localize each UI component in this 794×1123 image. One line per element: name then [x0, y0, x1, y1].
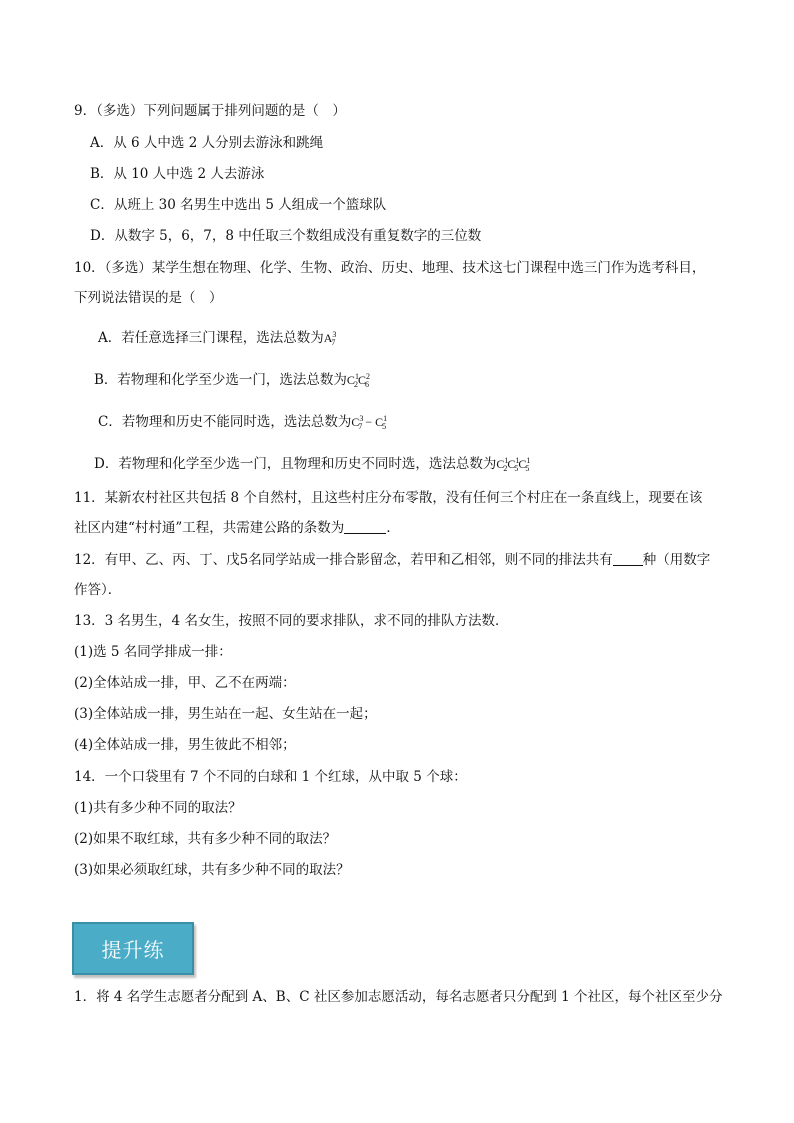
q12-line2: 作答）．: [74, 582, 122, 598]
q10-option-c: [98, 409, 386, 437]
q12-line1-text: 12．有甲、乙、丙、丁、戊5名同学站成一排合影留念，若甲和乙相邻，则不同的排法共有: [74, 552, 613, 568]
section-title: 提升练: [101, 938, 165, 962]
q10-option-b: [94, 367, 369, 395]
q13-part-2: (2)全体站成一排，甲、乙不在两端：: [74, 675, 296, 691]
q12-answer-blank[interactable]: [613, 551, 643, 566]
q13-part-4: (4)全体站成一排，男生彼此不相邻；: [74, 737, 296, 753]
q11-answer-blank[interactable]: [344, 519, 386, 534]
q14-part-1: (1)共有多少种不同的取法？: [74, 800, 242, 816]
q10-option-a-text: A．若任意选择三门课程，选法总数为: [98, 330, 324, 346]
q11-line2: [74, 518, 400, 538]
q9-option-d: D．从数字 5，6，7，8 中任取三个数组成没有重复数字的三位数: [90, 228, 482, 244]
section-header-tishenglian: [72, 922, 194, 975]
p1-line1: 1．将 4 名学生志愿者分配到 A、B、C 社区参加志愿活动，每名志愿者只分配到 1 个社区，每个社区至少分: [74, 989, 723, 1005]
q9-option-a: A．从 6 人中选 2 人分别去游泳和跳绳: [90, 135, 324, 151]
q10-option-d-text: D．若物理和化学至少选一门，且物理和历史不同时选，选法总数为: [94, 456, 497, 472]
q10-option-b-formula: $C^1_2C^2_6$: [346, 372, 370, 390]
q12-line1-end: 种（用数字: [642, 552, 711, 568]
q12-line1: [74, 550, 710, 570]
q10-option-b-text: B．若物理和化学至少选一门，选法总数为: [94, 372, 347, 388]
q11-line1: 11．某新农村社区共包括 8 个自然村，且这些村庄分布零散，没有任何三个村庄在一条直线上，现要在该: [74, 490, 703, 506]
q11-line2-text: 社区内建“村村通”工程，共需建公路的条数为: [74, 520, 345, 536]
q10-option-a-formula: $A^3_7$: [323, 330, 337, 348]
q9-option-b: B．从 10 人中选 2 人去游泳: [90, 166, 265, 182]
q10-option-c-formula: $C^3_7 - C^1_5$: [351, 414, 388, 432]
q13-part-3: (3)全体站成一排，男生站在一起、女生站在一起；: [74, 706, 377, 722]
q11-line2-end: ．: [386, 520, 400, 536]
q10-option-d-formula: $C^1_2C^1_5C^1_5$: [496, 456, 531, 474]
q9-option-c: C．从班上 30 名男生中选出 5 人组成一个篮球队: [90, 197, 387, 213]
q13-part-1: (1)选 5 名同学排成一排：: [74, 644, 232, 660]
q10-option-d: [94, 451, 529, 479]
q9-stem: 9．（多选）下列问题属于排列问题的是（ ）: [74, 103, 346, 119]
q10-stem-line2: 下列说法错误的是（ ）: [74, 290, 223, 306]
q10-stem-line1: 10．（多选）某学生想在物理、化学、生物、政治、历史、地理、技术这七门课程中选三门作为选考科目，: [74, 260, 706, 276]
q10-option-c-text: C．若物理和历史不能同时选，选法总数为: [98, 414, 352, 430]
q14-part-2: (2)如果不取红球，共有多少种不同的取法？: [74, 831, 337, 847]
q14-stem: 14．一个口袋里有 7 个不同的白球和 1 个红球，从中取 5 个球：: [74, 769, 467, 785]
q14-part-3: (3)如果必须取红球，共有多少种不同的取法？: [74, 862, 350, 878]
q10-option-a: [98, 325, 335, 353]
q13-stem: 13．3 名男生，4 名女生，按照不同的要求排队，求不同的排队方法数．: [74, 613, 509, 629]
